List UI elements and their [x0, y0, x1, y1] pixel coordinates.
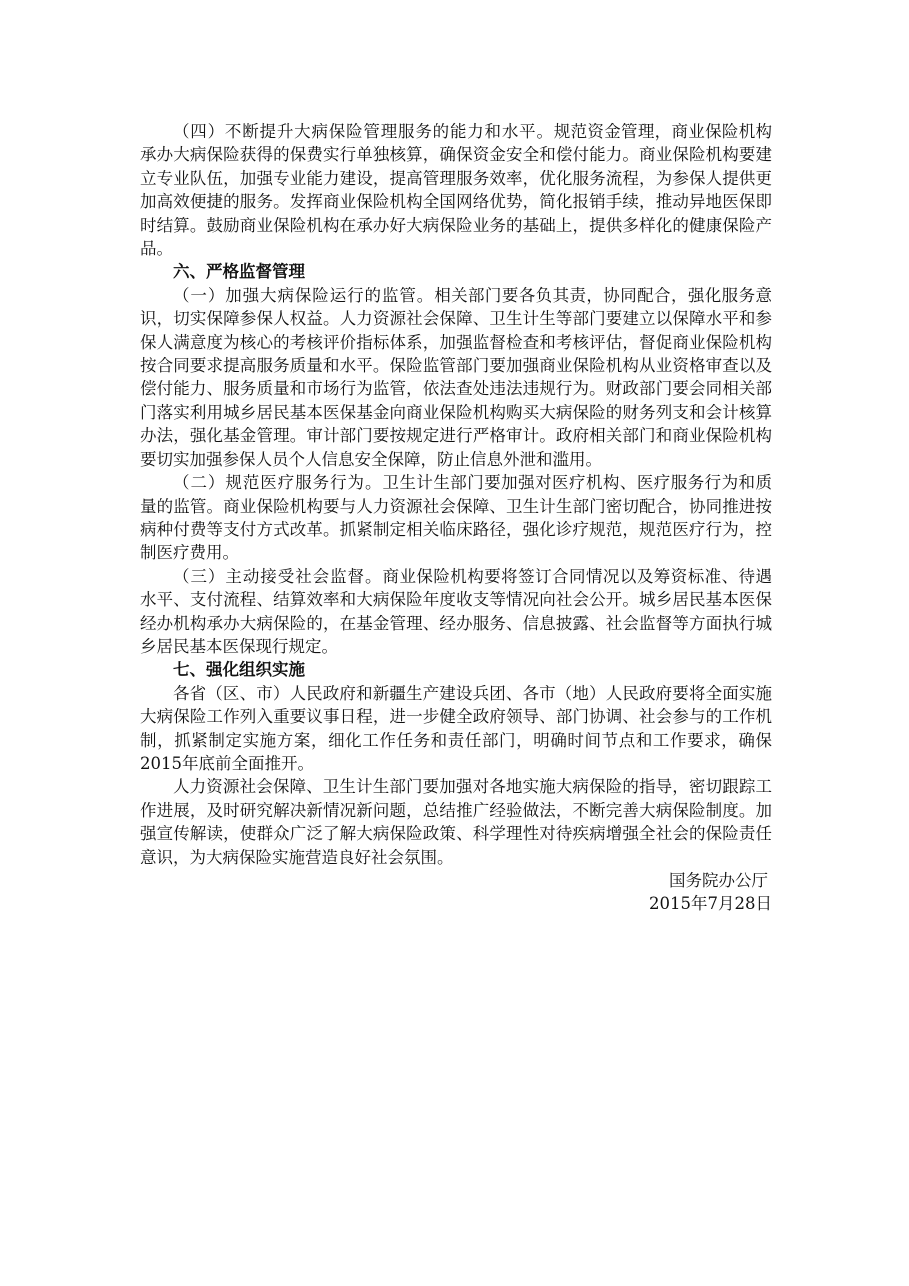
- paragraph-section6-item2: [140, 471, 772, 565]
- paragraph-section6-item1: [140, 284, 772, 471]
- paragraph-section7-1: 各省（区、市）人民政府和新疆生产建设兵团、各市（地）人民政府要将全面实施大病保险工作列入重要议事日程，进一步健全政府领导、部门协调、社会参与的工作机制，抓紧制定实施方案，细化工作任务和责任部门，明确时间节点和工作要求，确保2015年底前全面推开。: [140, 683, 772, 773]
- item-body: 卫生计生部门要加强对医疗机构、医疗服务行为和质量的监管。商业保险机构要与人力资源社会保障、卫生计生部门密切配合，协同推进按病种付费等支付方式改革。抓紧制定相关临床路径，强化诊疗规范，规范医疗行为，控制医疗费用。: [140, 473, 773, 563]
- item-body: 商业保险机构要将签订合同情况以及筹资标准、待遇水平、支付流程、结算效率和大病保险年度收支等情况向社会公开。城乡居民基本医保经办机构承办大病保险的，在基金管理、经办服务、信息披露、社会监督等方面执行城乡居民基本医保现行规定。: [140, 566, 773, 656]
- paragraph-section6-item3: [140, 565, 772, 659]
- item-body: 规范资金管理，商业保险机构承办大病保险获得的保费实行单独核算，确保资金安全和偿付能力。商业保险机构要建立专业队伍，加强专业能力建设，提高管理服务效率，优化服务流程，为参保人提供更加高效便捷的服务。发挥商业保险机构全国网络优势，简化报销手续，推动异地医保即时结算。鼓励商业保险机构在承办好大病保险业务的基础上，提供多样化的健康保险产品。: [140, 122, 773, 259]
- signature-date: 2015年7月28日: [649, 894, 772, 914]
- item-lead: （三）主动接受社会监督。: [173, 566, 383, 586]
- paragraph-section7-2: 人力资源社会保障、卫生计生部门要加强对各地实施大病保险的指导，密切跟踪工作进展，及时研究解决新情况新问题，总结推广经验做法，不断完善大病保险制度。加强宣传解读，使群众广泛了解大病保险政策、科学理性对待疾病增强全社会的保险责任意识，为大病保险实施营造良好社会氛围。: [140, 777, 772, 867]
- document-body: [140, 120, 772, 916]
- item-lead: （二）规范医疗服务行为。: [173, 473, 383, 493]
- item-lead: （四）不断提升大病保险管理服务的能力和水平。: [173, 122, 554, 141]
- section-heading-6: 六、严格监督管理: [173, 262, 305, 282]
- item-lead: （一）加强大病保险运行的监管。: [173, 285, 435, 305]
- signature-issuer: 国务院办公厅: [669, 871, 768, 890]
- section-heading-7: 七、强化组织实施: [173, 660, 305, 680]
- paragraph-section5-item4: [140, 120, 772, 260]
- item-body: 相关部门要各负其责，协同配合，强化服务意识，切实保障参保人权益。人力资源社会保障、卫生计生等部门要建立以保障水平和参保人满意度为核心的考核评价指标体系，加强监督检查和考核评估，督促商业保险机构按合同要求提高服务质量和水平。保险监管部门要加强商业保险机构从业资格审查以及偿付能力、服务质量和市场行为监管，依法查处违法违规行为。财政部门要会同相关部门落实利用城乡居民基本医保基金向商业保险机构购买大病保险的财务列支和会计核算办法，强化基金管理。审计部门要按规定进行严格审计。政府相关部门和商业保险机构要切实加强参保人员个人信息安全保障，防止信息外泄和滥用。: [140, 285, 773, 469]
